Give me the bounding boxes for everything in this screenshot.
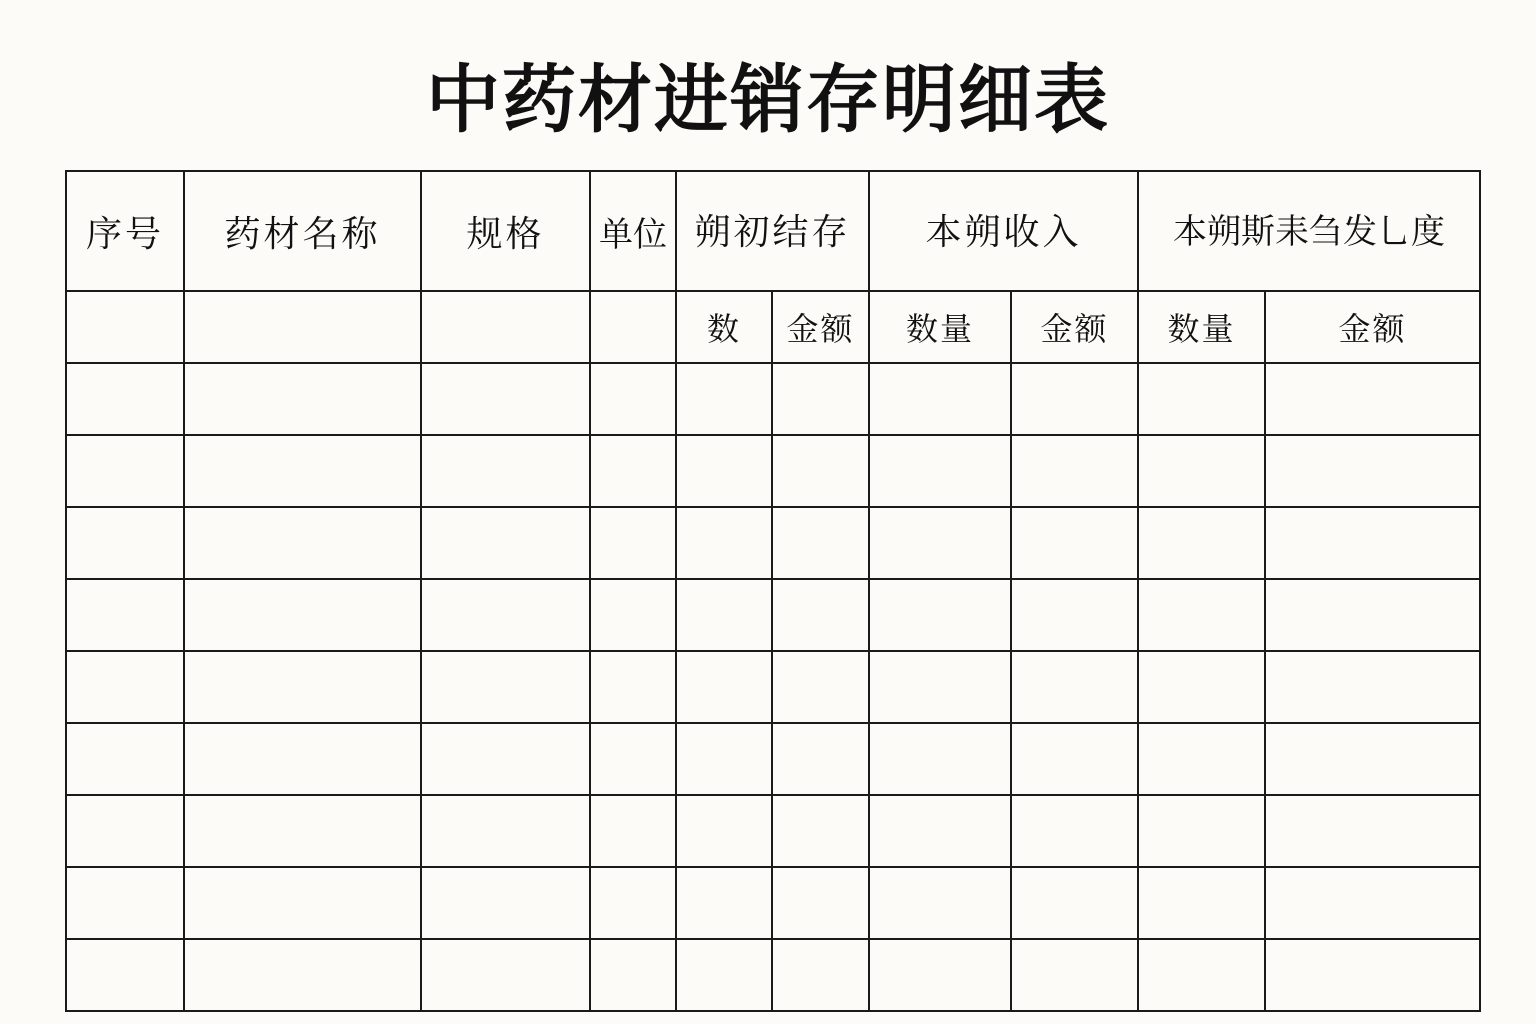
table-cell[interactable] [1138, 579, 1265, 651]
table-row [66, 651, 1480, 723]
table-cell[interactable] [1011, 435, 1138, 507]
table-cell[interactable] [590, 939, 676, 1011]
table-cell[interactable] [1138, 723, 1265, 795]
table-cell[interactable] [1138, 939, 1265, 1011]
table-cell[interactable] [772, 579, 869, 651]
table-cell[interactable] [66, 363, 184, 435]
table-cell[interactable] [184, 363, 421, 435]
table-cell[interactable] [590, 723, 676, 795]
table-row [66, 867, 1480, 939]
table-cell[interactable] [1138, 795, 1265, 867]
table-cell[interactable] [1011, 651, 1138, 723]
table-row [66, 363, 1480, 435]
table-cell[interactable] [772, 507, 869, 579]
table-cell[interactable] [772, 939, 869, 1011]
table-header-row [66, 171, 1480, 291]
table-cell[interactable] [66, 435, 184, 507]
table-cell[interactable] [676, 939, 772, 1011]
table-cell[interactable] [184, 291, 421, 363]
table-cell[interactable] [869, 867, 1011, 939]
subheader-opening-qty: 数 [676, 291, 772, 363]
table-cell[interactable] [66, 723, 184, 795]
table-cell[interactable] [869, 435, 1011, 507]
table-cell[interactable] [66, 291, 184, 363]
table-cell[interactable] [66, 507, 184, 579]
table-cell[interactable] [1265, 363, 1480, 435]
table-cell[interactable] [590, 507, 676, 579]
table-cell[interactable] [66, 795, 184, 867]
table-cell[interactable] [676, 579, 772, 651]
table-cell[interactable] [1265, 435, 1480, 507]
table-cell[interactable] [590, 363, 676, 435]
table-cell[interactable] [421, 795, 590, 867]
table-cell[interactable] [869, 507, 1011, 579]
header-current-issue: 本朔斯耒刍发乚度 [1138, 171, 1480, 291]
page-title: 中药材进销存明细表 [426, 57, 1110, 143]
table-cell[interactable] [869, 795, 1011, 867]
table-cell[interactable] [421, 363, 590, 435]
table-cell[interactable] [421, 507, 590, 579]
table-row [66, 795, 1480, 867]
table-cell[interactable] [1265, 507, 1480, 579]
table-cell[interactable] [590, 291, 676, 363]
table-cell[interactable] [1011, 795, 1138, 867]
table-cell[interactable] [66, 651, 184, 723]
table-cell[interactable] [66, 939, 184, 1011]
table-cell[interactable] [772, 867, 869, 939]
table-cell[interactable] [676, 435, 772, 507]
table-cell[interactable] [676, 507, 772, 579]
table-body [66, 363, 1480, 1011]
table-cell[interactable] [590, 651, 676, 723]
table-cell[interactable] [184, 867, 421, 939]
table-cell[interactable] [421, 939, 590, 1011]
table-cell[interactable] [184, 795, 421, 867]
table-cell[interactable] [1138, 507, 1265, 579]
table-cell[interactable] [1011, 723, 1138, 795]
table-cell[interactable] [421, 651, 590, 723]
table-cell[interactable] [772, 795, 869, 867]
table-cell[interactable] [66, 867, 184, 939]
table-cell[interactable] [590, 579, 676, 651]
table-cell[interactable] [869, 939, 1011, 1011]
table-cell[interactable] [421, 435, 590, 507]
table-cell[interactable] [184, 579, 421, 651]
table-cell[interactable] [1138, 867, 1265, 939]
header-unit: 单位 [590, 171, 676, 291]
table-row [66, 939, 1480, 1011]
table-cell[interactable] [869, 579, 1011, 651]
table-subheader-row [66, 291, 1480, 363]
table-cell[interactable] [772, 435, 869, 507]
subheader-issue-amount: 金额 [1265, 291, 1480, 363]
table-cell[interactable] [184, 507, 421, 579]
table-cell[interactable] [772, 651, 869, 723]
table-cell[interactable] [1011, 939, 1138, 1011]
table-cell[interactable] [1138, 363, 1265, 435]
table-cell[interactable] [421, 291, 590, 363]
table-cell[interactable] [1265, 867, 1480, 939]
inventory-table [65, 170, 1481, 1012]
table-cell[interactable] [676, 867, 772, 939]
table-cell[interactable] [590, 795, 676, 867]
table-cell[interactable] [184, 651, 421, 723]
table-row [66, 507, 1480, 579]
table-cell[interactable] [184, 435, 421, 507]
subheader-income-amount: 金额 [1011, 291, 1138, 363]
table-cell[interactable] [869, 723, 1011, 795]
table-cell[interactable] [590, 867, 676, 939]
table-cell[interactable] [676, 795, 772, 867]
header-spec: 规格 [421, 171, 590, 291]
table-cell[interactable] [184, 723, 421, 795]
table-cell[interactable] [1265, 939, 1480, 1011]
table-cell[interactable] [421, 867, 590, 939]
header-name: 药材名称 [184, 171, 421, 291]
table-cell[interactable] [1265, 651, 1480, 723]
subheader-income-qty: 数量 [869, 291, 1011, 363]
table-cell[interactable] [1011, 579, 1138, 651]
header-current-income: 本朔收入 [869, 171, 1138, 291]
table-cell[interactable] [772, 363, 869, 435]
table-cell[interactable] [772, 723, 869, 795]
table-row [66, 723, 1480, 795]
table-cell[interactable] [676, 723, 772, 795]
table-row [66, 435, 1480, 507]
table-cell[interactable] [1265, 795, 1480, 867]
table-cell[interactable] [1138, 651, 1265, 723]
table-cell[interactable] [869, 363, 1011, 435]
table-cell[interactable] [184, 939, 421, 1011]
table-cell[interactable] [1138, 435, 1265, 507]
subheader-opening-amount: 金额 [772, 291, 869, 363]
table-cell[interactable] [1011, 867, 1138, 939]
table-cell[interactable] [1265, 579, 1480, 651]
header-opening-stock: 朔初结存 [676, 171, 869, 291]
table-cell[interactable] [421, 723, 590, 795]
table-cell[interactable] [66, 579, 184, 651]
table-cell[interactable] [1011, 507, 1138, 579]
table-cell[interactable] [590, 435, 676, 507]
table-cell[interactable] [421, 579, 590, 651]
subheader-issue-qty: 数量 [1138, 291, 1265, 363]
header-serial: 序号 [66, 171, 184, 291]
table-cell[interactable] [676, 651, 772, 723]
table-cell[interactable] [1265, 723, 1480, 795]
table-cell[interactable] [1011, 363, 1138, 435]
table-cell[interactable] [869, 651, 1011, 723]
table-cell[interactable] [676, 363, 772, 435]
table-row [66, 579, 1480, 651]
